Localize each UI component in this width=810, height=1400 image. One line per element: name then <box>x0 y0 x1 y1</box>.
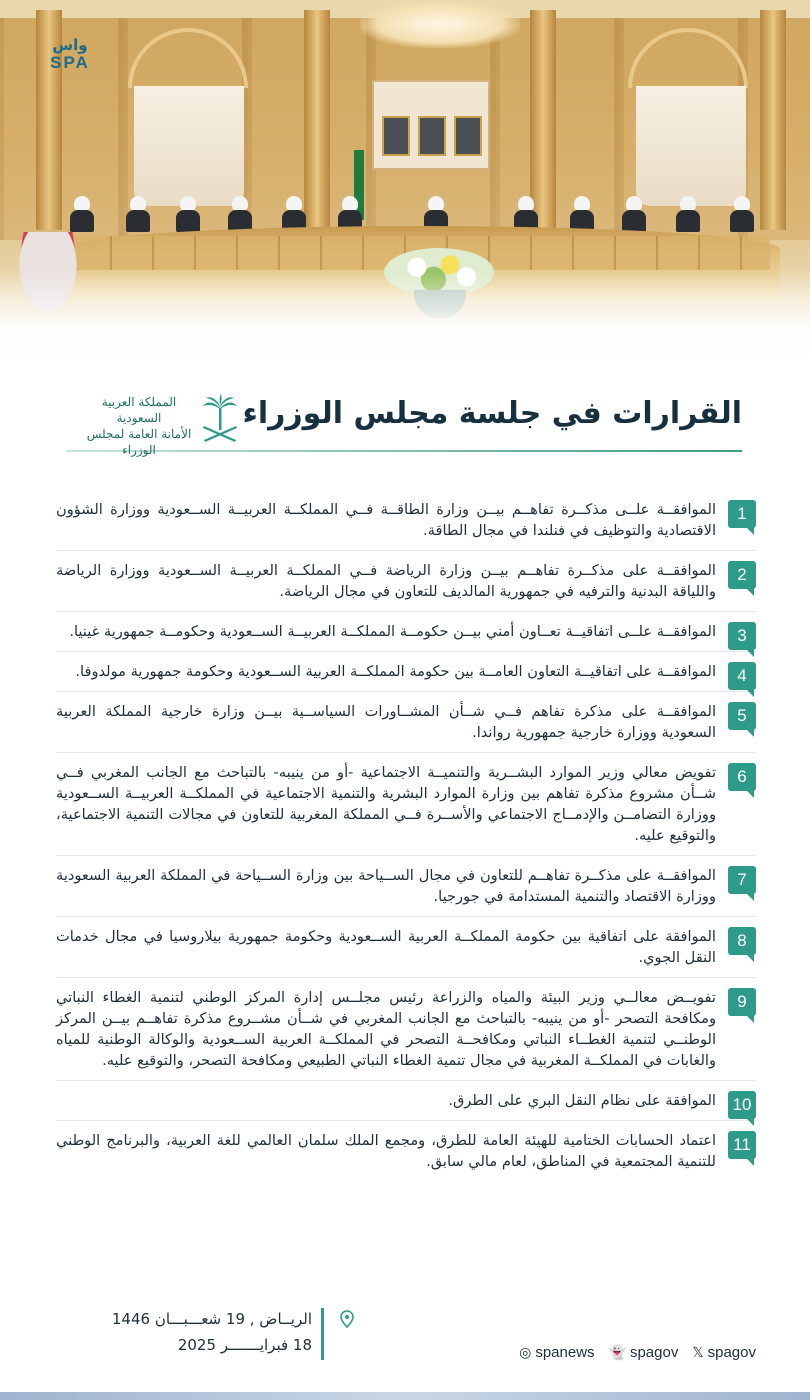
hall-column <box>304 10 330 230</box>
hall-column <box>760 10 786 230</box>
attendee <box>126 196 150 232</box>
decision-text: الموافقــة على مذكــرة تفاهــم للتعاون في مجال الســياحة بين وزارة الســياحة في المملكة العربية السعودية ووزارة الاقتصاد والتنمية المستدامة في جورجيا. <box>56 867 716 905</box>
chandelier <box>360 0 520 48</box>
decision-number-badge: 5 <box>728 702 756 730</box>
decision-item <box>56 978 756 1081</box>
gregorian-date: 18 فبرايـــــــر 2025 <box>177 1336 312 1354</box>
social-snapchat[interactable] <box>609 1342 679 1362</box>
decision-item <box>56 612 756 652</box>
decision-text: الموافقــة على اتفاقيــة التعاون العامــة بين حكومة المملكــة العربية الســعودية وحكومة جمهورية مولدوفا. <box>75 663 716 680</box>
decision-text: الموافقــة علــى اتفاقيــة تعــاون أمني بيــن حكومــة المملكــة العربيــة الســعودية وحكومــة جمهورية غينيا. <box>69 623 716 640</box>
decision-text: الموافقة على اتفاقية بين حكومة المملكــة العربية الســعودية وحكومة جمهورية بيلاروسيا في مجال خدمات النقل الجوي. <box>56 928 716 966</box>
decision-text: الموافقــة على مذكرة تفاهم فــي شــأن المشــاورات السياســية بيــن وزارة خارجية المملكة العربية السعودية ووزارة خارجية جمهورية رواندا. <box>56 703 716 741</box>
spa-logo-ar: واس <box>52 36 88 54</box>
portrait <box>382 116 410 156</box>
decision-number-badge: 11 <box>728 1131 756 1159</box>
location-pin-icon <box>340 1310 354 1328</box>
decision-text: الموافقــة علــى مذكــرة تفاهــم بيــن وزارة الطاقــة فــي المملكــة العربيــة الســعودية ووزارة الشؤون الاقتصادية والتوظيف في فنلندا في مجال الطاقة. <box>56 501 716 539</box>
attendee <box>228 196 252 232</box>
decision-item <box>56 1121 756 1181</box>
date-accent-bar <box>321 1308 324 1360</box>
attendee <box>70 196 94 232</box>
decision-item <box>56 551 756 612</box>
attendee <box>730 196 754 232</box>
decision-number-badge: 4 <box>728 662 756 690</box>
hall-curtain <box>636 86 746 206</box>
emblem-line-1: المملكة العربية السعودية <box>101 395 177 425</box>
social-instagram[interactable] <box>519 1342 594 1362</box>
spa-logo <box>40 36 100 76</box>
palm-swords-icon <box>200 394 240 444</box>
social-handle: spanews <box>535 1343 595 1361</box>
hall-curtain <box>134 86 244 206</box>
attendee <box>176 196 200 232</box>
page-title: القرارات في جلسة مجلس الوزراء <box>242 396 742 431</box>
decision-text: الموافقــة على مذكــرة تفاهــم بيــن وزارة الرياضة فــي المملكــة العربيــة الســعودية ووزارة الرياضة واللياقة البدنية والترفيه في جمهورية المالديف للتعاون في مجال الرياضة. <box>56 562 716 600</box>
decision-number-badge: 10 <box>728 1091 756 1119</box>
cabinet-emblem <box>84 392 240 457</box>
decision-item <box>56 1081 756 1121</box>
attendee <box>570 196 594 232</box>
decision-number-badge: 2 <box>728 561 756 589</box>
snapchat-icon: 👻 <box>608 1343 626 1360</box>
decision-item <box>56 753 756 856</box>
social-handle: spagov <box>707 1343 756 1361</box>
decision-number-badge: 6 <box>728 763 756 791</box>
decision-text: اعتماد الحسابات الختامية للهيئة العامة للطرق، ومجمع الملك سلمان العالمي للغة العربية، والبرنامج الوطني للتنمية المجتمعية في المناطق، لعام مالي سابق. <box>56 1132 716 1170</box>
decision-item <box>56 652 756 692</box>
decisions-list <box>56 490 756 1181</box>
attendee <box>676 196 700 232</box>
decision-item <box>56 490 756 551</box>
cabinet-meeting-photo <box>0 0 810 372</box>
decision-text: تفويــض معالــي وزير البيئة والمياه والزراعة رئيس مجلــس إدارة المركز الوطني لتنمية الغطاء النباتي ومكافحة التصحر -أو من ينيبه- بالتباحث مع الجانب المغربي في شــأن مشــروع مذكرة تفاهــم بيــن المركز الوطنــي لتنمية الغطــاء النباتي ومكافحــة التصحر في المملكــة العربية الســعودية والوكالة الوطنية للمياه والغابات في المملكــة المغربية في مجال تنمية الغطاء النباتي الطبيعي ومكافحة التصحر، والتوقيع عليه. <box>56 989 716 1069</box>
social-handles <box>496 1342 756 1362</box>
emblem-text <box>84 394 194 458</box>
spa-logo-en: SPA <box>50 53 90 72</box>
attendee <box>622 196 646 232</box>
decision-number-badge: 3 <box>728 622 756 650</box>
emblem-line-2: الأمانة العامة لمجلس الوزراء <box>86 427 192 457</box>
social-handle: spagov <box>629 1343 679 1361</box>
decision-text: الموافقة على نظام النقل البري على الطرق. <box>448 1092 716 1109</box>
footer-bar <box>0 1392 810 1400</box>
portrait <box>454 116 482 156</box>
decision-number-badge: 9 <box>728 988 756 1016</box>
decision-item <box>56 692 756 753</box>
photo-fade <box>0 272 810 372</box>
portrait <box>418 116 446 156</box>
social-x[interactable] <box>692 1342 756 1362</box>
x-icon: 𝕏 <box>692 1343 704 1360</box>
portraits-wall <box>372 80 490 170</box>
decision-text: تفويض معالي وزير الموارد البشــرية والتنميــة الاجتماعية -أو من ينيبه- بالتباحث مع الجانب المغربي فــي شــأن مشروع مذكرة تفاهم بين وزارة الموارد البشرية والتنمية الاجتماعية في المملكــة العربيــة الســعودية ووزارة التضامــن والإدمــاج الاجتماعي والأســرة فــي المملكة المغربية للتعاون في مجالات التنمية الاجتماعية، والتوقيع عليه. <box>56 764 716 844</box>
decision-number-badge: 7 <box>728 866 756 894</box>
hijri-date: الريــاض , 19 شعـــبـــان 1446 <box>111 1310 312 1328</box>
decision-number-badge: 1 <box>728 500 756 528</box>
decision-item <box>56 917 756 978</box>
decision-item <box>56 856 756 917</box>
decision-number-badge: 8 <box>728 927 756 955</box>
instagram-icon: ◎ <box>519 1343 532 1360</box>
